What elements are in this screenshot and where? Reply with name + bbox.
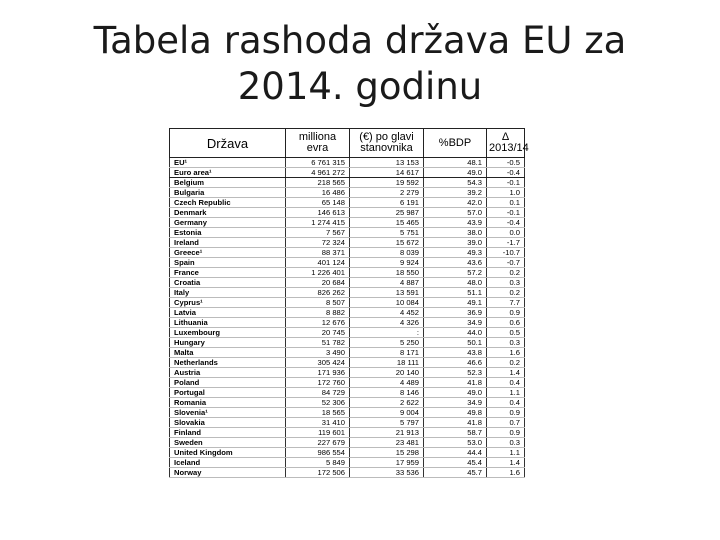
value-cell: 1.1 (487, 388, 525, 398)
value-cell: 0.3 (487, 338, 525, 348)
value-cell: 19 592 (350, 178, 424, 188)
value-cell: 51 782 (286, 338, 350, 348)
header-gdp-share: %BDP (424, 129, 487, 158)
country-cell: Latvia (170, 308, 286, 318)
value-cell: 4 452 (350, 308, 424, 318)
value-cell: 50.1 (424, 338, 487, 348)
country-cell: Italy (170, 288, 286, 298)
value-cell: 8 039 (350, 248, 424, 258)
value-cell: 18 111 (350, 358, 424, 368)
value-cell: 57.0 (424, 208, 487, 218)
country-cell: Denmark (170, 208, 286, 218)
country-cell: Greece¹ (170, 248, 286, 258)
value-cell: -0.5 (487, 158, 525, 168)
table-row (170, 298, 525, 308)
header-million-euro: milliona evra (286, 129, 350, 158)
table-body (170, 158, 525, 478)
value-cell: 54.3 (424, 178, 487, 188)
value-cell: 172 506 (286, 468, 350, 478)
value-cell: 10 084 (350, 298, 424, 308)
value-cell: 52.3 (424, 368, 487, 378)
value-cell: 41.8 (424, 378, 487, 388)
value-cell: 84 729 (286, 388, 350, 398)
value-cell: 8 146 (350, 388, 424, 398)
value-cell: 48.1 (424, 158, 487, 168)
value-cell: 0.7 (487, 418, 525, 428)
table-row (170, 348, 525, 358)
value-cell: 14 617 (350, 168, 424, 178)
table-row (170, 428, 525, 438)
value-cell: 0.3 (487, 438, 525, 448)
value-cell: 119 601 (286, 428, 350, 438)
value-cell: 1.0 (487, 188, 525, 198)
value-cell: 146 613 (286, 208, 350, 218)
value-cell: 8 882 (286, 308, 350, 318)
country-cell: Norway (170, 468, 286, 478)
value-cell: 43.8 (424, 348, 487, 358)
country-cell: Hungary (170, 338, 286, 348)
value-cell: 0.2 (487, 268, 525, 278)
table-row (170, 288, 525, 298)
table-row (170, 328, 525, 338)
country-cell: Germany (170, 218, 286, 228)
value-cell: 986 554 (286, 448, 350, 458)
value-cell: 13 153 (350, 158, 424, 168)
value-cell: 20 745 (286, 328, 350, 338)
country-cell: Portugal (170, 388, 286, 398)
value-cell: -0.1 (487, 208, 525, 218)
country-cell: Croatia (170, 278, 286, 288)
value-cell: 826 262 (286, 288, 350, 298)
country-cell: Bulgaria (170, 188, 286, 198)
table-row (170, 278, 525, 288)
value-cell: 218 565 (286, 178, 350, 188)
table-row (170, 458, 525, 468)
value-cell: 46.6 (424, 358, 487, 368)
value-cell: 20 140 (350, 368, 424, 378)
value-cell: 1.6 (487, 348, 525, 358)
table-row (170, 218, 525, 228)
value-cell: 31 410 (286, 418, 350, 428)
value-cell: 33 536 (350, 468, 424, 478)
country-cell: Romania (170, 398, 286, 408)
country-cell: United Kingdom (170, 448, 286, 458)
table-header-row (170, 129, 525, 158)
table-row (170, 168, 525, 178)
value-cell: -0.4 (487, 168, 525, 178)
table-row (170, 358, 525, 368)
value-cell: 51.1 (424, 288, 487, 298)
value-cell: 17 959 (350, 458, 424, 468)
value-cell: 8 171 (350, 348, 424, 358)
country-cell: Spain (170, 258, 286, 268)
table-row (170, 178, 525, 188)
table-row (170, 258, 525, 268)
country-cell: Slovakia (170, 418, 286, 428)
value-cell: 18 550 (350, 268, 424, 278)
value-cell: 42.0 (424, 198, 487, 208)
value-cell: 34.9 (424, 398, 487, 408)
value-cell: 401 124 (286, 258, 350, 268)
value-cell: 2 622 (350, 398, 424, 408)
value-cell: -0.1 (487, 178, 525, 188)
value-cell: 12 676 (286, 318, 350, 328)
country-cell: Iceland (170, 458, 286, 468)
value-cell: 0.2 (487, 288, 525, 298)
value-cell: 57.2 (424, 268, 487, 278)
table-row (170, 308, 525, 318)
table-row (170, 268, 525, 278)
table-row (170, 338, 525, 348)
value-cell: -0.4 (487, 218, 525, 228)
value-cell: 65 148 (286, 198, 350, 208)
value-cell: 4 961 272 (286, 168, 350, 178)
value-cell: 9 924 (350, 258, 424, 268)
country-cell: Czech Republic (170, 198, 286, 208)
table-row (170, 318, 525, 328)
expenditure-table (169, 128, 529, 478)
value-cell: 1.4 (487, 458, 525, 468)
value-cell: 9 004 (350, 408, 424, 418)
table-row (170, 208, 525, 218)
table-row (170, 438, 525, 448)
table-row (170, 158, 525, 168)
value-cell: 0.0 (487, 228, 525, 238)
value-cell: : (350, 328, 424, 338)
value-cell: 0.4 (487, 378, 525, 388)
value-cell: 48.0 (424, 278, 487, 288)
value-cell: 49.1 (424, 298, 487, 308)
value-cell: 6 761 315 (286, 158, 350, 168)
table-row (170, 248, 525, 258)
country-cell: Ireland (170, 238, 286, 248)
value-cell: 53.0 (424, 438, 487, 448)
value-cell: 0.6 (487, 318, 525, 328)
country-cell: Malta (170, 348, 286, 358)
header-per-capita: (€) po glavi stanovnika (350, 129, 424, 158)
value-cell: 3 490 (286, 348, 350, 358)
country-cell: Netherlands (170, 358, 286, 368)
value-cell: -10.7 (487, 248, 525, 258)
value-cell: 16 486 (286, 188, 350, 198)
value-cell: 1.1 (487, 448, 525, 458)
value-cell: 0.3 (487, 278, 525, 288)
value-cell: 172 760 (286, 378, 350, 388)
value-cell: 43.9 (424, 218, 487, 228)
value-cell: 49.0 (424, 388, 487, 398)
value-cell: 0.5 (487, 328, 525, 338)
value-cell: 43.6 (424, 258, 487, 268)
value-cell: 171 936 (286, 368, 350, 378)
value-cell: 0.9 (487, 308, 525, 318)
value-cell: 7.7 (487, 298, 525, 308)
table-row (170, 388, 525, 398)
value-cell: 41.8 (424, 418, 487, 428)
value-cell: 36.9 (424, 308, 487, 318)
table-row (170, 188, 525, 198)
country-cell: Slovenia¹ (170, 408, 286, 418)
table-row (170, 198, 525, 208)
value-cell: 13 591 (350, 288, 424, 298)
country-cell: France (170, 268, 286, 278)
table-row (170, 468, 525, 478)
value-cell: 39.2 (424, 188, 487, 198)
value-cell: 227 679 (286, 438, 350, 448)
table-row (170, 228, 525, 238)
value-cell: 34.9 (424, 318, 487, 328)
value-cell: 38.0 (424, 228, 487, 238)
value-cell: 39.0 (424, 238, 487, 248)
table-row (170, 238, 525, 248)
table-row (170, 368, 525, 378)
expenditure-table-image (169, 128, 529, 540)
value-cell: 21 913 (350, 428, 424, 438)
value-cell: 305 424 (286, 358, 350, 368)
country-cell: Sweden (170, 438, 286, 448)
country-cell: Poland (170, 378, 286, 388)
value-cell: 1.6 (487, 468, 525, 478)
value-cell: 45.7 (424, 468, 487, 478)
value-cell: 44.0 (424, 328, 487, 338)
value-cell: 0.9 (487, 408, 525, 418)
country-cell: Cyprus¹ (170, 298, 286, 308)
value-cell: 0.9 (487, 428, 525, 438)
value-cell: 1 226 401 (286, 268, 350, 278)
value-cell: 4 489 (350, 378, 424, 388)
table-row (170, 448, 525, 458)
country-cell: Austria (170, 368, 286, 378)
value-cell: 18 565 (286, 408, 350, 418)
value-cell: 52 306 (286, 398, 350, 408)
value-cell: 44.4 (424, 448, 487, 458)
value-cell: 0.2 (487, 358, 525, 368)
value-cell: 20 684 (286, 278, 350, 288)
value-cell: 15 298 (350, 448, 424, 458)
country-cell: Luxembourg (170, 328, 286, 338)
value-cell: 6 191 (350, 198, 424, 208)
value-cell: 5 849 (286, 458, 350, 468)
value-cell: 49.3 (424, 248, 487, 258)
value-cell: 4 326 (350, 318, 424, 328)
country-cell: Lithuania (170, 318, 286, 328)
value-cell: 5 250 (350, 338, 424, 348)
value-cell: 0.4 (487, 398, 525, 408)
value-cell: 1.4 (487, 368, 525, 378)
value-cell: 5 797 (350, 418, 424, 428)
table-row (170, 418, 525, 428)
value-cell: 1 274 415 (286, 218, 350, 228)
country-cell: Finland (170, 428, 286, 438)
value-cell: 49.8 (424, 408, 487, 418)
value-cell: 7 567 (286, 228, 350, 238)
value-cell: 4 887 (350, 278, 424, 288)
value-cell: 58.7 (424, 428, 487, 438)
value-cell: 45.4 (424, 458, 487, 468)
value-cell: 5 751 (350, 228, 424, 238)
slide-title: Tabela rashoda država EU za 2014. godinu (93, 19, 627, 108)
value-cell: 15 465 (350, 218, 424, 228)
value-cell: 25 987 (350, 208, 424, 218)
country-cell: Euro area¹ (170, 168, 286, 178)
country-cell: Belgium (170, 178, 286, 188)
value-cell: 0.1 (487, 198, 525, 208)
country-cell: EU¹ (170, 158, 286, 168)
value-cell: 15 672 (350, 238, 424, 248)
value-cell: 88 371 (286, 248, 350, 258)
value-cell: -1.7 (487, 238, 525, 248)
table-row (170, 378, 525, 388)
value-cell: 23 481 (350, 438, 424, 448)
value-cell: 8 507 (286, 298, 350, 308)
header-change: Δ 2013/14 (487, 129, 525, 158)
value-cell: 49.0 (424, 168, 487, 178)
table-row (170, 398, 525, 408)
value-cell: -0.7 (487, 258, 525, 268)
value-cell: 2 279 (350, 188, 424, 198)
header-country: Država (170, 129, 286, 158)
value-cell: 72 324 (286, 238, 350, 248)
country-cell: Estonia (170, 228, 286, 238)
table-row (170, 408, 525, 418)
